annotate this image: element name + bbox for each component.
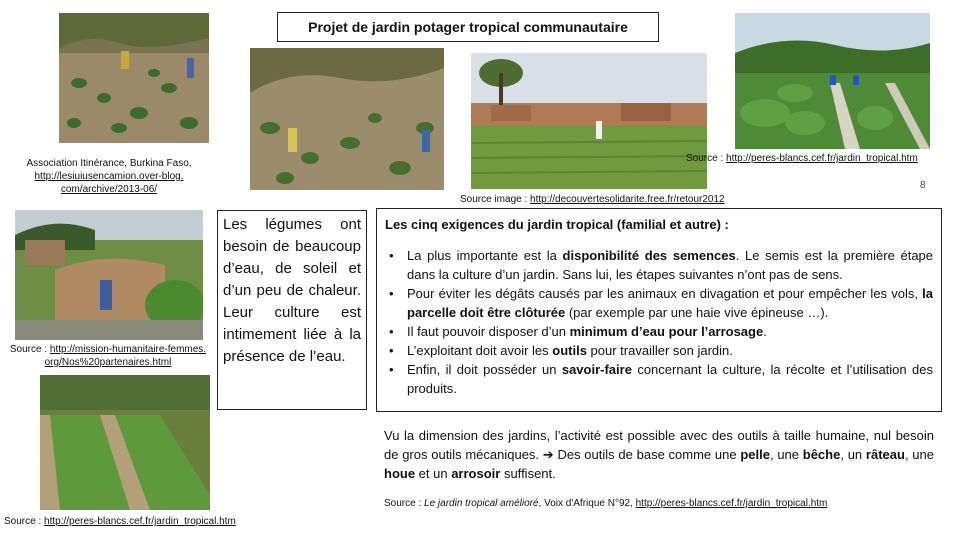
photo-village-field [471,53,707,189]
requirement-knowhow [385,360,933,398]
caption-source-image [460,193,780,206]
requirement-water-c: . [763,324,767,339]
requirement-seeds [385,246,933,284]
tool-rateau: râteau [865,447,905,462]
bottom-source-link[interactable]: http://peres-blancs.cef.fr/jardin_tropical.htm [635,498,828,509]
photo-garden-workers [59,13,209,143]
requirement-tools-a: L’exploitant doit avoir les [407,343,553,358]
caption-source-bottom-left-prefix: Source : [4,516,45,527]
requirement-fence [385,284,933,322]
photo-garden-beds [40,375,210,510]
requirement-fence-a: Pour éviter les dégâts causés par les animaux en divagation et pour empêcher les vols, [407,286,923,301]
requirement-seeds-a: La plus importante est la [407,248,563,263]
bottom-source [384,498,944,509]
requirement-knowhow-a: Enfin, il doit posséder un [407,362,562,377]
requirements-list [385,246,933,398]
bottom-source-title: Le jardin tropical amélioré [424,498,539,509]
caption-source-top-right [686,152,956,165]
requirement-seeds-bold: disponibilité des semences [562,248,736,263]
caption-association-text: Association Itinérance, Burkina Faso, [26,158,192,169]
caption-source-bottom-left [4,515,284,528]
requirement-water-a: Il faut pouvoir disposer d’un [407,324,570,339]
tool-beche: bêche [802,447,841,462]
requirement-fence-c: (par exemple par une haie vive épineuse …). [565,305,829,320]
requirement-knowhow-c: concernant la culture, la récolte et l’utilisation des produits. [407,362,933,396]
tools-s5: suffisent. [500,466,556,481]
caption-association-link[interactable]: http://lesiuiusencamion.over-blog.com/archive/2013-06/ [34,171,184,195]
tools-p1: Vu la dimension des jardins, l’activité est possible avec des outils à taille humaine, nul besoin de gros outils mécaniques. [384,428,934,462]
requirement-tools [385,341,933,360]
caption-source-mission-prefix: Source : [9,344,50,355]
tools-paragraph [384,426,934,483]
requirements-box [376,208,942,412]
requirement-tools-c: pour travailler son jardin. [586,343,733,358]
requirement-fence-bold: la parcelle doit être clôturée [407,286,933,320]
caption-source-bottom-left-link[interactable]: http://peres-blancs.cef.fr/jardin_tropical.htm [44,516,236,527]
tools-p2: Des outils de base comme une [553,447,741,462]
bottom-source-mid: , Voix d'Afrique N°92, [538,498,636,509]
caption-source-image-prefix: Source image : [460,194,531,205]
requirement-water-bold: minimum d’eau pour l’arrosage [569,324,764,339]
slide-title: Projet de jardin potager tropical communautaire [277,12,659,42]
requirement-knowhow-bold: savoir-faire [561,362,632,377]
caption-association [4,157,214,196]
tool-houe: houe [384,466,416,481]
photo-lush-garden [735,13,930,149]
requirement-water [385,322,933,341]
tool-pelle: pelle [740,447,770,462]
caption-source-top-right-prefix: Source : [686,153,727,164]
bottom-source-prefix: Source : [384,498,425,509]
tool-arrosoir: arrosoir [451,466,501,481]
tools-s3: , une [904,447,934,462]
caption-source-mission [8,343,208,369]
caption-source-image-link[interactable]: http://decouvertesolidarite.free.fr/retour2012 [530,194,725,205]
photo-garden-village [250,48,444,190]
photo-women-garden [15,210,203,340]
tools-s4: et un [415,466,452,481]
page-number: 8 [920,180,926,191]
vegetables-text-box: Les légumes ont besoin de beaucoup d’eau, de soleil et d’un peu de chaleur. Leur culture est intimement liée à la présence de l’eau. [217,210,367,410]
tools-s1: , une [769,447,803,462]
requirement-seeds-c: . Le semis est la première étape dans la culture d’un jardin. Sans lui, les étapes suivantes n’ont pas de sens. [407,248,934,282]
requirement-tools-bold: outils [552,343,587,358]
caption-source-mission-link[interactable]: http://mission-humanitaire-femmes.org/Nos%20partenaires.html [44,344,207,368]
caption-source-top-right-link[interactable]: http://peres-blancs.cef.fr/jardin_tropical.htm [726,153,918,164]
tools-s2: , un [840,447,866,462]
arrow-icon: ➔ [542,447,554,462]
requirements-heading: Les cinq exigences du jardin tropical (familial et autre) : [385,217,729,232]
